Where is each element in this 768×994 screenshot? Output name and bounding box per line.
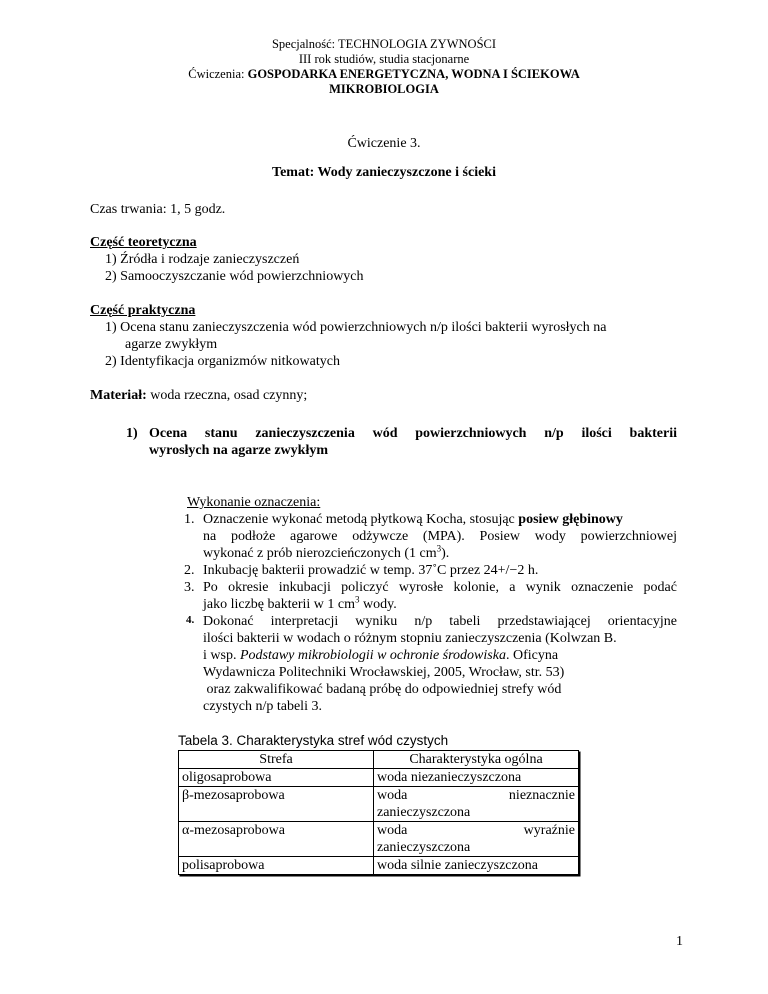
header-specialty: Specjalność: TECHNOLOGIA ZYWNOŚCI	[271, 37, 497, 51]
step1-number: 1.	[184, 512, 195, 527]
table-cell-desc-line: woda wyraźnie	[377, 823, 575, 838]
step1-line3-text: wykonać z prób nierozcieńczonych (1 cm	[203, 546, 437, 561]
zones-table-full	[178, 750, 579, 875]
step4-line3	[203, 647, 558, 664]
practice-item-1-cont: agarze zwykłym	[125, 337, 218, 352]
step4-line2: ilości bakterii w wodach o różnym stopniu zanieczyszczenia (Kolwzan B.	[203, 631, 617, 646]
step2-number: 2.	[184, 563, 195, 578]
step1-line3-end: ).	[441, 546, 450, 561]
section1-number: 1)	[126, 426, 138, 441]
table-cell-desc-line: zanieczyszczona	[377, 805, 471, 820]
step4-book-title: Podstawy mikrobiologii w ochronie środowiska	[239, 648, 506, 663]
step3-line2	[203, 596, 397, 613]
material-text: woda rzeczna, osad czynny;	[146, 388, 308, 403]
table-cell-desc-line: zanieczyszczona	[377, 840, 471, 855]
step4-line5: oraz zakwalifikować badaną próbę do odpowiedniej strefy wód	[203, 682, 562, 697]
step4-number: 4.	[186, 614, 195, 626]
step3-line1: Po okresie inkubacji policzyć wyrosłe kolonie, a wynik oznaczenie podać	[203, 580, 677, 595]
practice-item-1: 1) Ocena stanu zanieczyszczenia wód powierzchniowych n/p ilości bakterii wyrosłych na	[105, 320, 607, 335]
header-course	[0, 67, 768, 82]
step3-superscript: 3	[355, 594, 360, 605]
duration: Czas trwania: 1, 5 godz.	[90, 202, 226, 217]
practice-heading: Część praktyczna	[90, 303, 196, 318]
step4-line4: Wydawnicza Politechniki Wrocławskiej, 2005, Wrocław, str. 53)	[203, 665, 565, 680]
header-course-prefix: Ćwiczenia:	[188, 67, 248, 81]
step4-line1: Dokonać interpretacji wyniku n/p tabeli przedstawiającej orientacyjne	[203, 614, 677, 629]
table-row	[179, 856, 578, 874]
procedure-heading: Wykonanie oznaczenia:	[187, 495, 321, 510]
step1-superscript: 3	[436, 543, 442, 554]
header-subject: MIKROBIOLOGIA	[329, 82, 439, 96]
page-number: 1	[676, 934, 683, 949]
table-header-desc: Charakterystyka ogólna	[409, 752, 543, 767]
theory-heading: Część teoretyczna	[90, 235, 197, 250]
table-cell-desc: woda silnie zanieczyszczona	[377, 858, 538, 873]
step1-bold: posiew głębinowy	[518, 512, 623, 527]
step3-number: 3.	[184, 580, 195, 595]
table-cell-zone: oligosaprobowa	[179, 769, 374, 786]
step3-line2-end: wody.	[359, 597, 397, 612]
table-header-row	[179, 751, 578, 768]
table-row	[179, 821, 578, 856]
step3-line2-text: jako liczbę bakterii w 1 cm	[203, 597, 355, 612]
material-label: Materiał:	[90, 388, 147, 403]
section1-title-line1: Ocena stanu zanieczyszczenia wód powierzchniowych n/p ilości bakterii	[149, 426, 677, 441]
step2-text: Inkubację bakterii prowadzić w temp. 37˚C przez 24+/−2 h.	[203, 563, 539, 578]
header-year: III rok studiów, studia stacjonarne	[298, 52, 470, 66]
theory-item-1: 1) Źródła i rodzaje zanieczyszczeń	[105, 252, 300, 267]
table-cell-zone: polisaprobowa	[179, 857, 374, 874]
step4-line6: czystych n/p tabeli 3.	[203, 699, 322, 714]
header-course-title: GOSPODARKA ENERGETYCZNA, WODNA I ŚCIEKOWA	[247, 67, 580, 81]
material-line	[90, 387, 307, 404]
step1-text: Oznaczenie wykonać metodą płytkową Kocha, stosując	[203, 512, 519, 527]
table-row	[179, 786, 578, 821]
step4-line3-text: i wsp.	[203, 648, 240, 663]
table-row	[179, 768, 578, 786]
theory-item-2: 2) Samooczyszczanie wód powierzchniowych	[105, 269, 364, 284]
table-cell-desc-line: woda nieznacznie	[377, 788, 575, 803]
table-cell-desc	[374, 787, 578, 821]
step1-line3	[203, 545, 449, 562]
section1-title-line2: wyrosłych na agarze zwykłym	[149, 443, 328, 458]
table-cell-zone: β-mezosaprobowa	[179, 787, 374, 821]
exercise-number: Ćwiczenie 3.	[347, 136, 421, 151]
topic-title: Temat: Wody zanieczyszczone i ścieki	[272, 165, 496, 180]
step1-line2: na podłoże agarowe odżywcze (MPA). Posiew wody powierzchniowej	[203, 529, 677, 544]
step1-line1	[203, 511, 623, 528]
table-header-zone: Strefa	[179, 751, 374, 768]
step4-line3-end: . Oficyna	[505, 648, 559, 663]
table-caption: Tabela 3. Charakterystyka stref wód czystych	[178, 733, 449, 748]
table-cell-zone: α-mezosaprobowa	[179, 822, 374, 856]
practice-item-2: 2) Identyfikacja organizmów nitkowatych	[105, 354, 340, 369]
table-cell-desc	[374, 822, 578, 856]
table-cell-desc: woda niezanieczyszczona	[377, 770, 522, 785]
